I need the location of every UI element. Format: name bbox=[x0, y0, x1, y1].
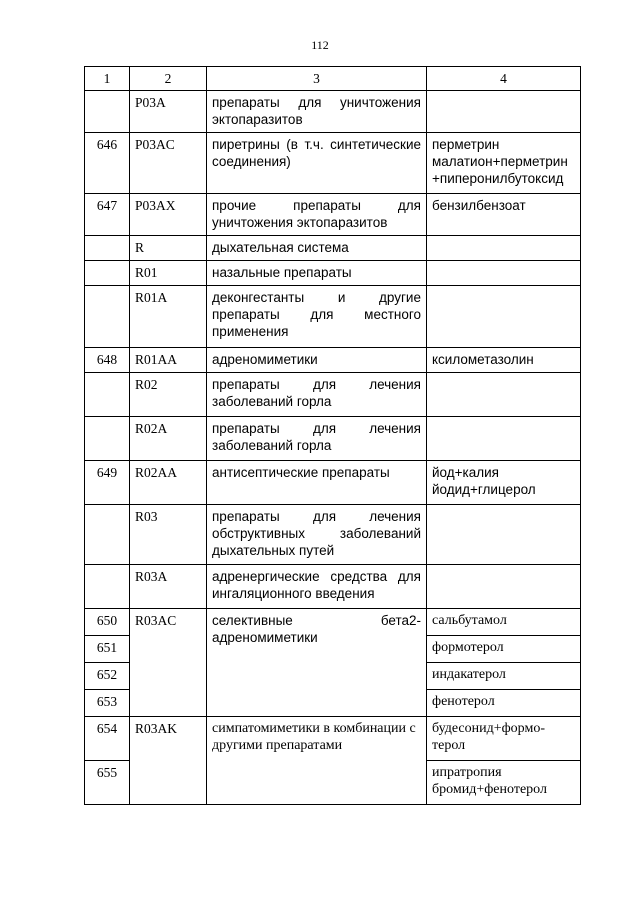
row-number bbox=[85, 373, 130, 417]
row-number: 650 bbox=[85, 609, 130, 636]
table-row bbox=[85, 717, 581, 761]
drug-name bbox=[427, 417, 581, 461]
group-description: деконгестанты и другие препараты для местного применения bbox=[207, 286, 427, 348]
atc-code: P03AC bbox=[130, 133, 207, 194]
group-description: препараты для лечения заболеваний горла bbox=[207, 417, 427, 461]
atc-code: R03AC bbox=[130, 609, 207, 717]
drug-name bbox=[427, 261, 581, 286]
table-row bbox=[85, 91, 581, 133]
drug-name: йод+калия йодид+глицерол bbox=[427, 461, 581, 505]
row-number bbox=[85, 91, 130, 133]
atc-code: R03A bbox=[130, 565, 207, 609]
drug-name bbox=[427, 505, 581, 565]
row-number bbox=[85, 236, 130, 261]
drug-list-table bbox=[84, 66, 581, 805]
atc-code: R01AA bbox=[130, 348, 207, 373]
table-row bbox=[85, 194, 581, 236]
table-row bbox=[85, 461, 581, 505]
drug-name: ксилометазолин bbox=[427, 348, 581, 373]
table-row bbox=[85, 286, 581, 348]
group-description: антисептические препараты bbox=[207, 461, 427, 505]
row-number bbox=[85, 417, 130, 461]
drug-name bbox=[427, 565, 581, 609]
drug-name: формотерол bbox=[427, 636, 581, 663]
column-header: 4 bbox=[427, 67, 581, 91]
drug-name: бензилбензоат bbox=[427, 194, 581, 236]
table-row bbox=[85, 609, 581, 636]
group-description: препараты для лечения заболеваний горла bbox=[207, 373, 427, 417]
row-number: 647 bbox=[85, 194, 130, 236]
group-description: дыхательная система bbox=[207, 236, 427, 261]
drug-name bbox=[427, 373, 581, 417]
atc-code: R03AK bbox=[130, 717, 207, 805]
atc-code: R02AA bbox=[130, 461, 207, 505]
atc-code: R bbox=[130, 236, 207, 261]
group-description: адреномиметики bbox=[207, 348, 427, 373]
row-number bbox=[85, 505, 130, 565]
column-header: 2 bbox=[130, 67, 207, 91]
row-number: 654 bbox=[85, 717, 130, 761]
table-row bbox=[85, 565, 581, 609]
table-row bbox=[85, 505, 581, 565]
drug-name: ипратропия бромид+фенотерол bbox=[427, 761, 581, 805]
row-number: 653 bbox=[85, 690, 130, 717]
table-row bbox=[85, 373, 581, 417]
drug-name bbox=[427, 91, 581, 133]
atc-code: P03AX bbox=[130, 194, 207, 236]
drug-name: индакатерол bbox=[427, 663, 581, 690]
drug-name: перметрин малатион+перметрин +пиперонилбутоксид bbox=[427, 133, 581, 194]
row-number: 648 bbox=[85, 348, 130, 373]
group-description: симпатомиметики в комбинации с другими препаратами bbox=[207, 717, 427, 805]
row-number: 651 bbox=[85, 636, 130, 663]
row-number: 646 bbox=[85, 133, 130, 194]
table-header-row bbox=[85, 67, 581, 91]
group-description: препараты для лечения обструктивных заболеваний дыхательных путей bbox=[207, 505, 427, 565]
row-number: 649 bbox=[85, 461, 130, 505]
drug-name: будесонид+формо-терол bbox=[427, 717, 581, 761]
group-description: назальные препараты bbox=[207, 261, 427, 286]
group-description: пиретрины (в т.ч. синтетические соединения) bbox=[207, 133, 427, 194]
drug-name bbox=[427, 286, 581, 348]
row-number: 652 bbox=[85, 663, 130, 690]
drug-name bbox=[427, 236, 581, 261]
atc-code: P03A bbox=[130, 91, 207, 133]
atc-code: R01 bbox=[130, 261, 207, 286]
table-row bbox=[85, 261, 581, 286]
group-description: селективные бета2-адреномиметики bbox=[207, 609, 427, 717]
group-description: препараты для уничтожения эктопаразитов bbox=[207, 91, 427, 133]
atc-code: R02A bbox=[130, 417, 207, 461]
atc-code: R03 bbox=[130, 505, 207, 565]
table-row bbox=[85, 133, 581, 194]
row-number bbox=[85, 261, 130, 286]
row-number bbox=[85, 286, 130, 348]
column-header: 1 bbox=[85, 67, 130, 91]
drug-name: фенотерол bbox=[427, 690, 581, 717]
row-number: 655 bbox=[85, 761, 130, 805]
row-number bbox=[85, 565, 130, 609]
table-row bbox=[85, 236, 581, 261]
atc-code: R02 bbox=[130, 373, 207, 417]
page-number: 112 bbox=[311, 38, 329, 52]
drug-name: сальбутамол bbox=[427, 609, 581, 636]
group-description: адренергические средства для ингаляционного введения bbox=[207, 565, 427, 609]
table-row bbox=[85, 417, 581, 461]
table-row bbox=[85, 348, 581, 373]
group-description: прочие препараты для уничтожения эктопаразитов bbox=[207, 194, 427, 236]
column-header: 3 bbox=[207, 67, 427, 91]
atc-code: R01A bbox=[130, 286, 207, 348]
